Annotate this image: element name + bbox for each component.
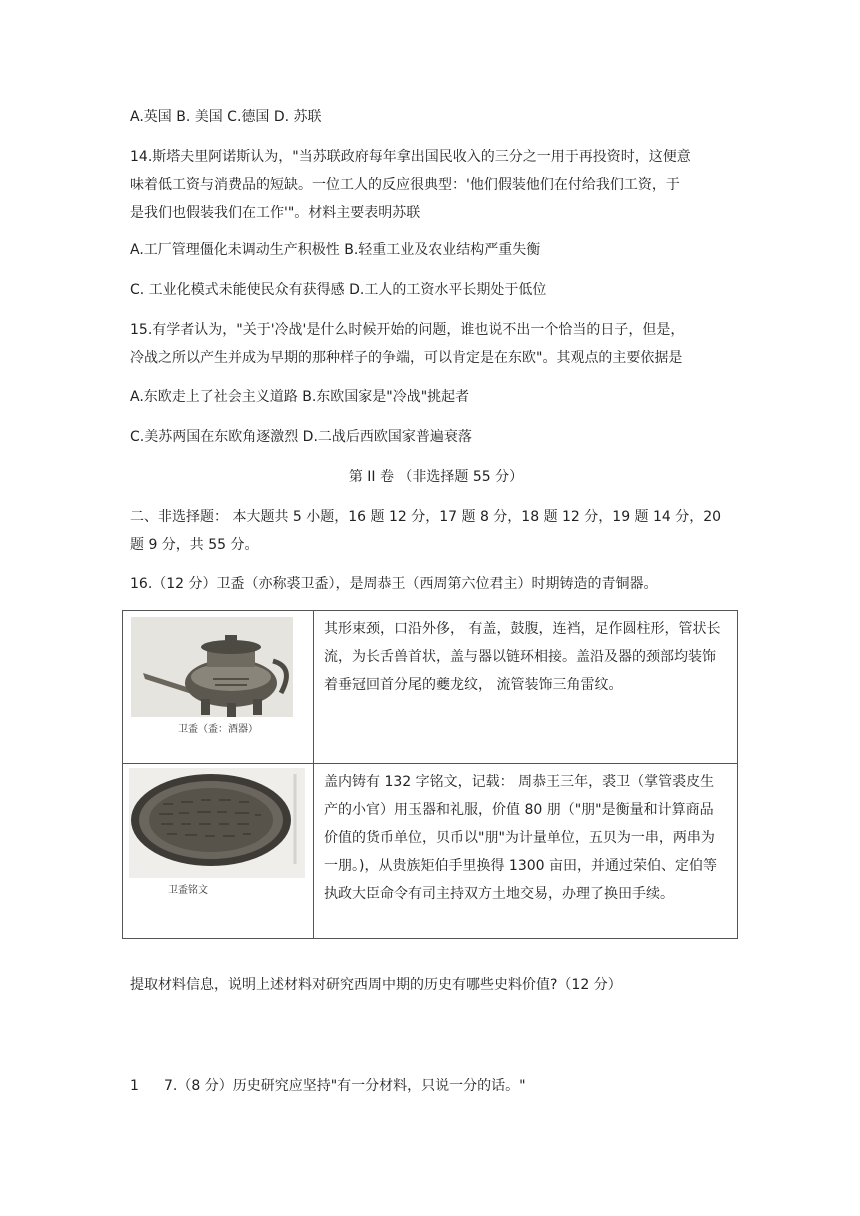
bronze-vessel-image [123,611,313,755]
vessel-caption: 卫盉（盉：酒器） [178,724,258,735]
vessel-description: 其形束颈，口沿外侈， 有盖，鼓腹，连裆，足作圆柱形，管状长流，为长舌兽首状，盖与器以链环相接。盖沿及器的颈部均装饰着垂冠回首分尾的夔龙纹， 流管装饰三角雷纹。 [314,611,738,764]
q14-options-ab: A.工厂管理僵化未调动生产积极性 B.轻重工业及农业结构严重失衡 [130,242,541,258]
q15-options-ab: A.东欧走上了社会主义道路 B.东欧国家是"冷战"挑起者 [130,389,470,405]
q17-text: 7.（8 分）历史研究应坚持"有一分材料，只说一分的话。" [164,1078,526,1094]
section2-intro-line-2: 题 9 分，共 55 分。 [130,537,259,553]
material-row-inscription [123,764,738,939]
q16-intro: 16.（12 分）卫盉（亦称裘卫盉），是周恭王（西周第六位君主）时期铸造的青铜器。 [130,576,658,592]
q17-number-prefix: 1 [130,1078,139,1094]
material-table [122,610,738,939]
q14-options-cd: C. 工业化模式未能使民众有获得感 D.工人的工资水平长期处于低位 [130,282,547,298]
q13-options: A.英国 B. 美国 C.德国 D. 苏联 [130,109,322,125]
q14-line-2: 味着低工资与消费品的短缺。一位工人的反应很典型：'他们假装他们在付给我们工资，于 [130,177,680,193]
q15-line-2: 冷战之所以产生并成为早期的那种样子的争端，可以肯定是在东欧"。其观点的主要依据是 [130,350,683,366]
inscription-description: 盖内铸有 132 字铭文，记载： 周恭王三年，裘卫（掌管裘皮生产的小官）用玉器和礼服，价值 80 朋（"朋"是衡量和计算商品价值的货币单位，贝币以"朋"为计量单位，五贝为一串，两串为一朋。)，从贵族矩伯手里换得 1300 亩田，并通过荣伯、定伯等执政大臣命令有司主持双方土地交易，办理了换田手续。 [314,764,738,939]
q15-line-1: 15.有学者认为，"关于'冷战'是什么时候开始的问题，谁也说不出一个恰当的日子，但是， [130,322,685,338]
material-row-vessel [123,611,738,764]
section2-title: 第 II 卷 （非选择题 55 分） [348,469,524,485]
inscription-caption: 卫盉铭文 [168,885,208,896]
inscription-plate-icon [123,764,313,930]
inscription-image [123,764,313,930]
q14-line-1: 14.斯塔夫里阿诺斯认为，"当苏联政府每年拿出国民收入的三分之一用于再投资时，这便意 [130,149,691,165]
q16-question: 提取材料信息，说明上述材料对研究西周中期的历史有哪些史料价值?（12 分） [130,977,622,993]
q14-line-3: 是我们也假装我们在工作'"。材料主要表明苏联 [130,205,421,221]
q15-options-cd: C.美苏两国在东欧角逐激烈 D.二战后西欧国家普遍衰落 [130,429,472,445]
section2-intro-line-1: 二、非选择题： 本大题共 5 小题，16 题 12 分，17 题 8 分，18 题 12 分，19 题 14 分，20 [130,509,722,525]
